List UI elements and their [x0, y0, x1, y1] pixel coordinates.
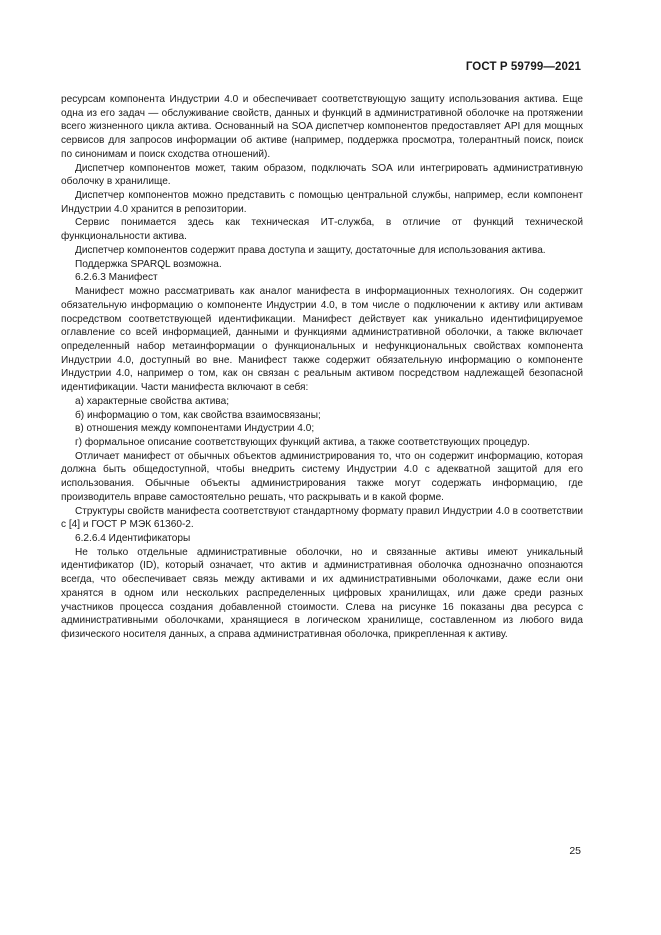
list-item: а) характерные свойства актива; — [75, 395, 230, 407]
paragraph-service-definition: Сервис понимается здесь как техническая ИТ-служба, в отличие от функций технической функциональности актива. — [61, 217, 583, 243]
list-item: б) информацию о том, как свойства взаимосвязаны; — [75, 409, 321, 421]
section-heading-identifiers: 6.2.6.4 Идентификаторы — [75, 533, 191, 544]
paragraph-access-rights: Диспетчер компонентов содержит права доступа и защиту, достаточные для использования актива. — [75, 244, 546, 256]
paragraph-identifiers: Не только отдельные административные оболочки, но и связанные активы имеют уникальный идентификатор (ID), который означает, что актив и административная оболочка однозначно опознаются всегда, что обеспечивает связь между активами и их административными оболочками, даже если они хранятся в одном или нескольких распределенных цифровых хранилищах, или даже среди разных участников процесса создания добавленной стоимости. Слева на рисунке 16 показаны два ресурса с административными оболочками, хранящиеся в логическом хранилище, составленном из любого вида физического носителя данных, а справа административная оболочка, прикрепленная к активу. — [61, 546, 583, 641]
document-body — [61, 93, 583, 642]
paragraph-central-service: Диспетчер компонентов можно представить с помощью центральной службы, например, если компонент Индустрии 4.0 хранится в репозитории. — [61, 190, 583, 215]
standard-header: ГОСТ Р 59799—2021 — [465, 61, 581, 73]
paragraph-manifest: Манифест можно рассматривать как аналог манифеста в информационных технологиях. Он содержит обязательную информацию о компоненте Индустрии 4.0, в том числе о подключении к активу или активам посредством соответствующей идентификации. Манифест действует как уникально идентифицируемое оглавление со всей информацией, данными и функциями административной оболочки, а также включает определенный набор метаинформации о функциональных и нефункциональных свойствах компонента Индустрии 4.0, доступный во вне. Манифест также содержит обязательную информацию о компоненте Индустрии 4.0, например о том, как он связан с реальным активом посредством надлежащей безопасной идентификации. Части манифеста включают в себя: — [61, 286, 583, 394]
list-item: г) формальное описание соответствующих функций актива, а также соответствующих процедур. — [75, 436, 530, 448]
paragraph-manifest-structure: Структуры свойств манифеста соответствуют стандартному формату правил Индустрии 4.0 в соответствии с [4] и ГОСТ Р МЭК 61360-2. — [61, 505, 583, 531]
paragraph-continuation: ресурсам компонента Индустрии 4.0 и обеспечивает соответствующую защиту использования актива. Еще одна из его задач — обслуживание свойств, данных и функций в административной оболочке на протяжении всего жизненного цикла актива. Основанный на SOA диспетчер компонентов предоставляет API для мощных сервисов для запросов информации об активе (например, поддержка просмотра, толерантный поиск, поиск по синонимам и поиск сходства отношений). — [61, 94, 583, 160]
page-number: 25 — [569, 845, 581, 857]
section-heading-manifest: 6.2.6.3 Манифест — [75, 272, 158, 284]
list-item: в) отношения между компонентами Индустрии 4.0; — [75, 423, 315, 435]
paragraph-soa: Диспетчер компонентов может, таким образом, подключать SOA или интегрировать административную оболочку в хранилище. — [61, 162, 583, 188]
paragraph-manifest-difference: Отличает манифест от обычных объектов администрирования то, что он содержит информацию, которая должна быть общедоступной, чтобы внедрить систему Индустрии 4.0 с адекватной защитой для его использования. Обычные объекты администрирования также могут содержать информацию, где производитель вправе самостоятельно решать, что раскрывать и в какой форме. — [61, 450, 583, 503]
paragraph-sparql: Поддержка SPARQL возможна. — [75, 258, 222, 270]
